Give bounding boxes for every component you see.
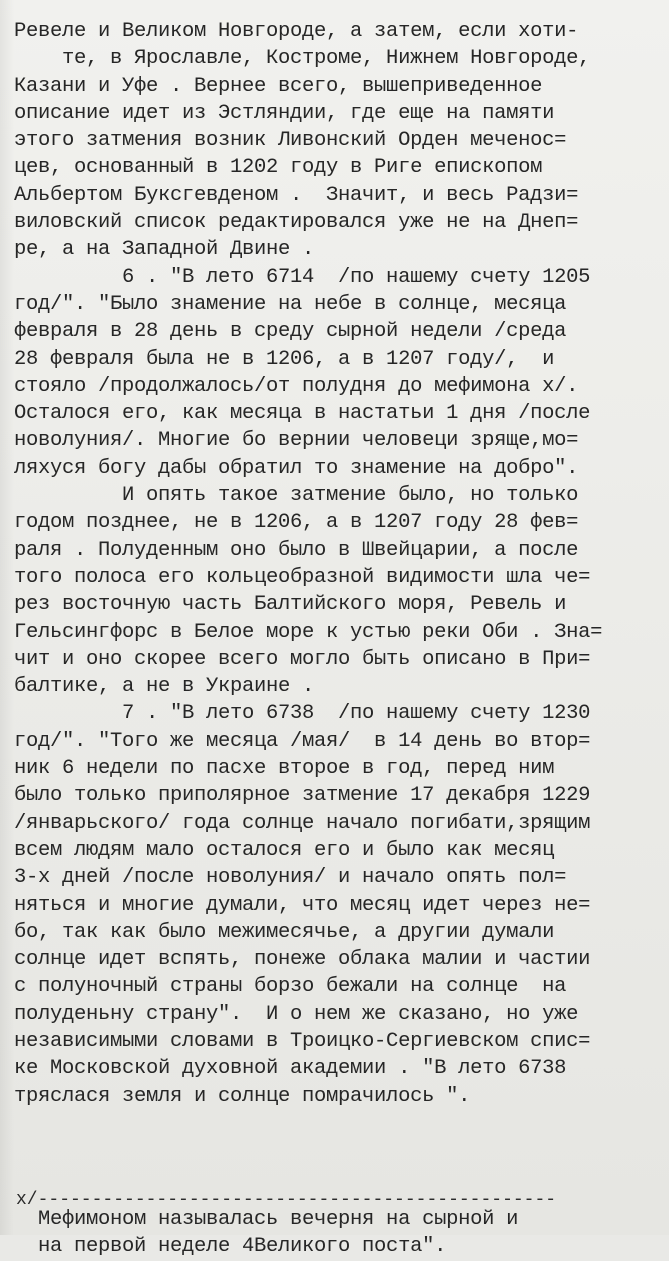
text-line: год/". "Было знамение на небе в солнце, месяца	[14, 292, 567, 316]
footnote-line: на первой неделе 4Великого поста".	[14, 1235, 447, 1259]
text-line: няться и многие думали, что месяц идет через не=	[14, 893, 591, 917]
text-line: тряслася земля и солнце помрачилось ".	[14, 1084, 471, 1108]
text-line: /январьского/ года солнце начало погибати,зрящим	[14, 811, 591, 835]
text-line: те, в Ярославле, Костроме, Нижнем Новгороде,	[14, 47, 603, 71]
text-line: И опять такое затмение было, но только	[14, 484, 579, 508]
text-line: Ревеле и Великом Новгороде, а затем, если хоти-	[14, 20, 579, 43]
text-line: бо, так как было межимесячье, а другии думали	[14, 920, 555, 944]
text-line: 28 февраля была не в 1206, а в 1207 году/, и	[14, 347, 555, 371]
text-line: солнце идет вспять, понеже облака малии и частии	[14, 948, 591, 972]
text-line: всем людям мало осталося его и было как месяц	[14, 838, 555, 862]
main-text	[14, 18, 662, 1110]
text-line: 7 . "В лето 6738 /по нашему счету 1230	[14, 702, 603, 726]
text-line: этого затмения возник Ливонский Орден меченос=	[14, 129, 567, 153]
text-line: новолуния/. Многие бо вернии человеци зряще,мо=	[14, 429, 579, 453]
footnote-line: Мефимоном называлась вечерня на сырной и	[14, 1208, 519, 1231]
text-line: ляхуся богу дабы обратил то знамение на добро".	[14, 456, 579, 480]
text-line: виловский список редактировался уже не на Днеп=	[14, 211, 579, 235]
footnote	[14, 1206, 654, 1261]
text-line: Гельсингфорс в Белое море к устью реки Оби . Зна=	[14, 620, 603, 644]
text-line: независимыми словами в Троицко-Сергиевском спис=	[14, 1029, 591, 1053]
text-line: Альбертом Буксгевденом . Значит, и весь Радзи=	[14, 183, 579, 207]
text-line: ник 6 недели по пасхе второе в год, перед ним	[14, 757, 555, 781]
text-line: чит и оно скорее всего могло быть описано в При=	[14, 647, 591, 671]
text-line: 3-х дней /после новолуния/ и начало опять пол=	[14, 866, 567, 890]
text-line: ке Московской духовной академии . "В лето 6738	[14, 1057, 567, 1081]
text-line: рез восточную часть Балтийского моря, Ревель и	[14, 593, 567, 617]
text-line: цев, основанный в 1202 году в Риге епископом	[14, 156, 543, 180]
text-line: раля . Полуденным оно было в Швейцарии, а после	[14, 538, 579, 562]
text-line: Осталося его, как месяца в настатьи 1 дня /после	[14, 402, 591, 426]
text-line: с полуночный страны борзо бежали на солнце на	[14, 975, 567, 999]
text-line: годом позднее, не в 1206, а в 1207 году 28 фев=	[14, 511, 579, 535]
text-line: того полоса его кольцеобразной видимости шла че=	[14, 565, 591, 589]
text-line: балтике, а не в Украине .	[14, 675, 315, 699]
footnote-divider: х/------------------------------------------------	[16, 1190, 557, 1210]
text-line: было только приполярное затмение 17 декабря 1229	[14, 784, 591, 808]
text-line: стояло /продолжалось/от полудня до мефимона х/.	[14, 374, 579, 398]
text-line: год/". "Того же месяца /мая/ в 14 день во втор=	[14, 729, 591, 753]
text-line: февраля в 28 день в среду сырной недели /среда	[14, 320, 567, 344]
text-line: полуденьну страну". И о нем же сказано, но уже	[14, 1002, 579, 1026]
text-line: ре, а на Западной Двине .	[14, 238, 315, 262]
text-line: описание идет из Эстляндии, где еще на памяти	[14, 101, 555, 125]
text-line: 6 . "В лето 6714 /по нашему счету 1205	[14, 265, 591, 289]
text-line: Казани и Уфе . Вернее всего, вышеприведенное	[14, 74, 543, 98]
